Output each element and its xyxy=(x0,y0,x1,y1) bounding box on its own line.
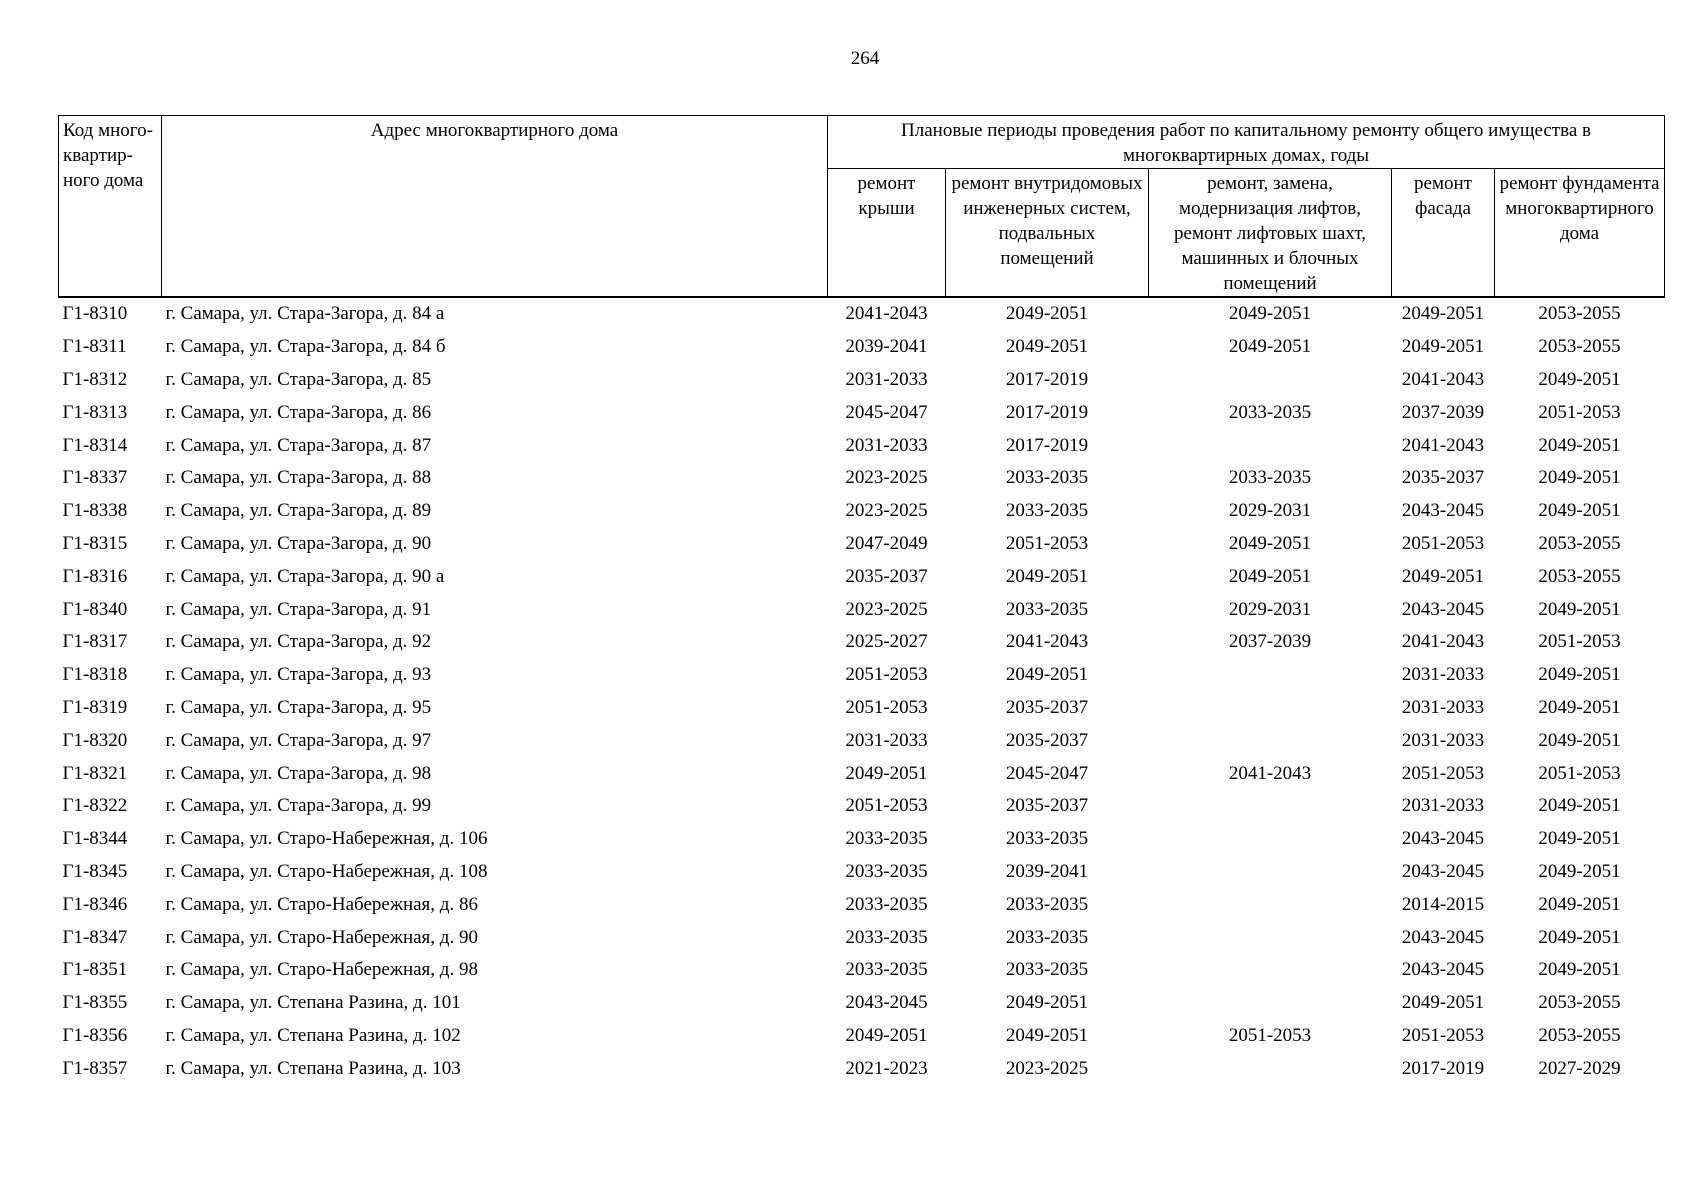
cell-systems-period: 2041-2043 xyxy=(1005,631,1089,653)
cell-address: г. Самара, ул. Стара-Загора, д. 85 xyxy=(165,368,432,390)
cell-systems-period: 2017-2019 xyxy=(1005,401,1089,423)
cell-address: г. Самара, ул. Стара-Загора, д. 90 xyxy=(165,532,432,554)
cell-systems-period: 2017-2019 xyxy=(1005,368,1089,390)
cell-address: г. Самара, ул. Старо-Набережная, д. 108 xyxy=(165,860,488,882)
cell-lifts-period xyxy=(1149,1052,1392,1085)
cell-roof-period: 2021-2023 xyxy=(845,1057,928,1079)
cell-roof-period: 2033-2035 xyxy=(845,828,928,850)
column-header-lifts: ремонт, замена, модернизация лифтов, ремонт лифтовых шахт, машинных и блочных помещений xyxy=(1149,169,1392,298)
cell-roof-period: 2033-2035 xyxy=(845,893,928,915)
cell-code: Г1-8320 xyxy=(62,729,128,751)
cell-systems-period: 2033-2035 xyxy=(1005,500,1089,522)
cell-roof-period: 2033-2035 xyxy=(845,959,928,981)
cell-roof-period: 2049-2051 xyxy=(845,762,928,784)
table-row xyxy=(59,757,1665,790)
cell-code: Г1-8344 xyxy=(62,828,128,850)
cell-systems-period: 2045-2047 xyxy=(1005,762,1089,784)
cell-roof-period: 2031-2033 xyxy=(845,368,928,390)
cell-facade-period: 2041-2043 xyxy=(1401,434,1485,456)
table-header xyxy=(59,116,1665,298)
table-row xyxy=(59,954,1665,987)
cell-foundation-period: 2049-2051 xyxy=(1538,860,1621,882)
cell-systems-period: 2039-2041 xyxy=(1005,860,1089,882)
cell-facade-period: 2031-2033 xyxy=(1401,664,1485,686)
table-row xyxy=(59,823,1665,856)
cell-foundation-period: 2049-2051 xyxy=(1538,795,1621,817)
cell-address: г. Самара, ул. Старо-Набережная, д. 90 xyxy=(165,926,478,948)
cell-code: Г1-8318 xyxy=(62,664,128,686)
cell-facade-period: 2051-2053 xyxy=(1401,1024,1485,1046)
table-body xyxy=(59,297,1665,1085)
cell-lifts-period: 2049-2051 xyxy=(1228,336,1312,358)
cell-foundation-period: 2053-2055 xyxy=(1538,1024,1621,1046)
column-header-address: Адрес многоквартирного дома xyxy=(162,116,828,298)
cell-code: Г1-8311 xyxy=(62,336,127,358)
cell-code: Г1-8322 xyxy=(62,795,128,817)
cell-lifts-period xyxy=(1149,364,1392,397)
cell-systems-period: 2051-2053 xyxy=(1005,532,1089,554)
cell-foundation-period: 2049-2051 xyxy=(1538,467,1621,489)
cell-roof-period: 2033-2035 xyxy=(845,926,928,948)
cell-code: Г1-8346 xyxy=(62,893,128,915)
cell-address: г. Самара, ул. Степана Разина, д. 102 xyxy=(165,1024,461,1046)
cell-systems-period: 2033-2035 xyxy=(1005,893,1089,915)
cell-lifts-period xyxy=(1149,659,1392,692)
cell-code: Г1-8310 xyxy=(62,303,128,325)
table-row xyxy=(59,790,1665,823)
cell-code: Г1-8312 xyxy=(62,368,128,390)
cell-address: г. Самара, ул. Стара-Загора, д. 88 xyxy=(165,467,432,489)
cell-roof-period: 2025-2027 xyxy=(845,631,928,653)
cell-systems-period: 2017-2019 xyxy=(1005,434,1089,456)
cell-systems-period: 2033-2035 xyxy=(1005,828,1089,850)
cell-foundation-period: 2049-2051 xyxy=(1538,434,1621,456)
cell-code: Г1-8351 xyxy=(62,959,128,981)
cell-lifts-period: 2037-2039 xyxy=(1228,631,1312,653)
cell-foundation-period: 2053-2055 xyxy=(1538,992,1621,1014)
cell-address: г. Самара, ул. Стара-Загора, д. 84 а xyxy=(165,303,445,325)
cell-systems-period: 2023-2025 xyxy=(1005,1057,1089,1079)
cell-address: г. Самара, ул. Степана Разина, д. 103 xyxy=(165,1057,461,1079)
cell-systems-period: 2049-2051 xyxy=(1005,565,1089,587)
cell-code: Г1-8314 xyxy=(62,434,128,456)
cell-systems-period: 2033-2035 xyxy=(1005,959,1089,981)
table-row xyxy=(59,626,1665,659)
cell-foundation-period: 2049-2051 xyxy=(1538,664,1621,686)
cell-roof-period: 2051-2053 xyxy=(845,696,928,718)
cell-lifts-period xyxy=(1149,692,1392,725)
cell-lifts-period xyxy=(1149,724,1392,757)
table-row xyxy=(59,528,1665,561)
cell-foundation-period: 2051-2053 xyxy=(1538,762,1621,784)
cell-address: г. Самара, ул. Стара-Загора, д. 84 б xyxy=(165,336,446,358)
cell-lifts-period: 2049-2051 xyxy=(1228,532,1312,554)
cell-lifts-period: 2041-2043 xyxy=(1228,762,1312,784)
page-number: 264 xyxy=(850,48,880,69)
table-row xyxy=(59,921,1665,954)
cell-roof-period: 2031-2033 xyxy=(845,729,928,751)
cell-address: г. Самара, ул. Старо-Набережная, д. 86 xyxy=(165,893,478,915)
cell-foundation-period: 2049-2051 xyxy=(1538,598,1621,620)
cell-foundation-period: 2049-2051 xyxy=(1538,729,1621,751)
column-header-roof: ремонт крыши xyxy=(828,169,946,298)
cell-systems-period: 2049-2051 xyxy=(1005,336,1089,358)
cell-facade-period: 2049-2051 xyxy=(1401,565,1485,587)
table-row xyxy=(59,692,1665,725)
cell-code: Г1-8315 xyxy=(62,532,128,554)
cell-facade-period: 2043-2045 xyxy=(1401,860,1485,882)
cell-facade-period: 2049-2051 xyxy=(1401,992,1485,1014)
cell-facade-period: 2014-2015 xyxy=(1401,893,1485,915)
cell-roof-period: 2033-2035 xyxy=(845,860,928,882)
cell-facade-period: 2031-2033 xyxy=(1401,729,1485,751)
table-row xyxy=(59,560,1665,593)
cell-foundation-period: 2049-2051 xyxy=(1538,828,1621,850)
cell-foundation-period: 2051-2053 xyxy=(1538,631,1621,653)
cell-systems-period: 2049-2051 xyxy=(1005,1024,1089,1046)
cell-code: Г1-8321 xyxy=(62,762,128,784)
cell-systems-period: 2035-2037 xyxy=(1005,696,1089,718)
cell-address: г. Самара, ул. Старо-Набережная, д. 98 xyxy=(165,959,478,981)
cell-code: Г1-8338 xyxy=(62,500,128,522)
cell-foundation-period: 2049-2051 xyxy=(1538,500,1621,522)
cell-lifts-period: 2051-2053 xyxy=(1228,1024,1312,1046)
cell-lifts-period xyxy=(1149,921,1392,954)
cell-facade-period: 2017-2019 xyxy=(1401,1057,1485,1079)
capital-repair-table xyxy=(58,115,1665,1085)
cell-foundation-period: 2051-2053 xyxy=(1538,401,1621,423)
cell-code: Г1-8337 xyxy=(62,467,128,489)
table-row xyxy=(59,331,1665,364)
column-header-foundation: ремонт фундамента многоквартирного дома xyxy=(1495,169,1665,298)
cell-foundation-period: 2027-2029 xyxy=(1538,1057,1621,1079)
cell-address: г. Самара, ул. Стара-Загора, д. 87 xyxy=(165,434,432,456)
cell-systems-period: 2049-2051 xyxy=(1005,664,1089,686)
cell-code: Г1-8356 xyxy=(62,1024,128,1046)
cell-roof-period: 2047-2049 xyxy=(845,532,928,554)
cell-foundation-period: 2049-2051 xyxy=(1538,696,1621,718)
cell-address: г. Самара, ул. Стара-Загора, д. 89 xyxy=(165,500,432,522)
cell-code: Г1-8313 xyxy=(62,401,128,423)
cell-roof-period: 2023-2025 xyxy=(845,467,928,489)
cell-facade-period: 2049-2051 xyxy=(1401,303,1485,325)
cell-systems-period: 2035-2037 xyxy=(1005,795,1089,817)
cell-facade-period: 2043-2045 xyxy=(1401,828,1485,850)
cell-systems-period: 2049-2051 xyxy=(1005,992,1089,1014)
cell-address: г. Самара, ул. Стара-Загора, д. 93 xyxy=(165,664,432,686)
cell-facade-period: 2041-2043 xyxy=(1401,631,1485,653)
cell-foundation-period: 2053-2055 xyxy=(1538,303,1621,325)
cell-systems-period: 2033-2035 xyxy=(1005,467,1089,489)
cell-roof-period: 2023-2025 xyxy=(845,500,928,522)
cell-lifts-period: 2029-2031 xyxy=(1228,598,1312,620)
cell-roof-period: 2023-2025 xyxy=(845,598,928,620)
cell-address: г. Самара, ул. Стара-Загора, д. 98 xyxy=(165,762,432,784)
cell-roof-period: 2041-2043 xyxy=(845,303,928,325)
cell-lifts-period xyxy=(1149,856,1392,889)
cell-lifts-period xyxy=(1149,790,1392,823)
table-row xyxy=(59,495,1665,528)
column-header-facade: ремонт фасада xyxy=(1392,169,1495,298)
table-row xyxy=(59,364,1665,397)
cell-facade-period: 2049-2051 xyxy=(1401,336,1485,358)
cell-facade-period: 2035-2037 xyxy=(1401,467,1485,489)
cell-code: Г1-8319 xyxy=(62,696,128,718)
cell-lifts-period xyxy=(1149,429,1392,462)
cell-lifts-period: 2049-2051 xyxy=(1228,565,1312,587)
cell-lifts-period xyxy=(1149,823,1392,856)
cell-foundation-period: 2049-2051 xyxy=(1538,368,1621,390)
table-row xyxy=(59,297,1665,331)
cell-address: г. Самара, ул. Старо-Набережная, д. 106 xyxy=(165,828,488,850)
cell-lifts-period xyxy=(1149,954,1392,987)
table-row xyxy=(59,888,1665,921)
cell-lifts-period: 2049-2051 xyxy=(1228,303,1312,325)
cell-code: Г1-8340 xyxy=(62,598,128,620)
cell-lifts-period: 2033-2035 xyxy=(1228,401,1312,423)
cell-facade-period: 2051-2053 xyxy=(1401,762,1485,784)
table-row xyxy=(59,396,1665,429)
cell-address: г. Самара, ул. Стара-Загора, д. 95 xyxy=(165,696,432,718)
cell-facade-period: 2043-2045 xyxy=(1401,500,1485,522)
cell-foundation-period: 2053-2055 xyxy=(1538,336,1621,358)
cell-roof-period: 2031-2033 xyxy=(845,434,928,456)
cell-facade-period: 2043-2045 xyxy=(1401,959,1485,981)
table-row xyxy=(59,724,1665,757)
cell-roof-period: 2049-2051 xyxy=(845,1024,928,1046)
cell-code: Г1-8357 xyxy=(62,1057,128,1079)
cell-roof-period: 2043-2045 xyxy=(845,992,928,1014)
cell-foundation-period: 2053-2055 xyxy=(1538,532,1621,554)
cell-address: г. Самара, ул. Стара-Загора, д. 97 xyxy=(165,729,432,751)
cell-foundation-period: 2049-2051 xyxy=(1538,959,1621,981)
cell-lifts-period xyxy=(1149,987,1392,1020)
cell-foundation-period: 2053-2055 xyxy=(1538,565,1621,587)
cell-address: г. Самара, ул. Стара-Загора, д. 91 xyxy=(165,598,432,620)
table-row xyxy=(59,856,1665,889)
cell-address: г. Самара, ул. Стара-Загора, д. 92 xyxy=(165,631,432,653)
cell-address: г. Самара, ул. Степана Разина, д. 101 xyxy=(165,992,461,1014)
cell-facade-period: 2031-2033 xyxy=(1401,795,1485,817)
cell-roof-period: 2051-2053 xyxy=(845,664,928,686)
cell-code: Г1-8345 xyxy=(62,860,128,882)
table-row xyxy=(59,659,1665,692)
table-row xyxy=(59,1052,1665,1085)
table-row xyxy=(59,429,1665,462)
cell-code: Г1-8347 xyxy=(62,926,128,948)
cell-code: Г1-8355 xyxy=(62,992,128,1014)
cell-code: Г1-8316 xyxy=(62,565,128,587)
cell-address: г. Самара, ул. Стара-Загора, д. 90 а xyxy=(165,565,445,587)
column-header-periods-group: Плановые периоды проведения работ по капитальному ремонту общего имущества в многоквартирных домах, годы xyxy=(828,116,1665,169)
table-row xyxy=(59,987,1665,1020)
cell-roof-period: 2051-2053 xyxy=(845,795,928,817)
cell-systems-period: 2035-2037 xyxy=(1005,729,1089,751)
column-header-systems: ремонт внутридомовых инженерных систем, подвальных помещений xyxy=(946,169,1149,298)
cell-roof-period: 2039-2041 xyxy=(845,336,928,358)
cell-roof-period: 2045-2047 xyxy=(845,401,928,423)
table-row xyxy=(59,462,1665,495)
cell-address: г. Самара, ул. Стара-Загора, д. 99 xyxy=(165,795,432,817)
table-row xyxy=(59,593,1665,626)
cell-facade-period: 2043-2045 xyxy=(1401,598,1485,620)
cell-systems-period: 2033-2035 xyxy=(1005,926,1089,948)
cell-code: Г1-8317 xyxy=(62,631,128,653)
cell-facade-period: 2051-2053 xyxy=(1401,532,1485,554)
cell-foundation-period: 2049-2051 xyxy=(1538,926,1621,948)
table-row xyxy=(59,1020,1665,1053)
column-header-code: Код много-квартир-ного дома xyxy=(59,116,162,298)
cell-lifts-period: 2033-2035 xyxy=(1228,467,1312,489)
cell-address: г. Самара, ул. Стара-Загора, д. 86 xyxy=(165,401,432,423)
cell-lifts-period: 2029-2031 xyxy=(1228,500,1312,522)
cell-lifts-period xyxy=(1149,888,1392,921)
cell-facade-period: 2041-2043 xyxy=(1401,368,1485,390)
cell-facade-period: 2037-2039 xyxy=(1401,401,1485,423)
cell-foundation-period: 2049-2051 xyxy=(1538,893,1621,915)
cell-facade-period: 2031-2033 xyxy=(1401,696,1485,718)
cell-systems-period: 2033-2035 xyxy=(1005,598,1089,620)
cell-facade-period: 2043-2045 xyxy=(1401,926,1485,948)
cell-systems-period: 2049-2051 xyxy=(1005,303,1089,325)
cell-roof-period: 2035-2037 xyxy=(845,565,928,587)
